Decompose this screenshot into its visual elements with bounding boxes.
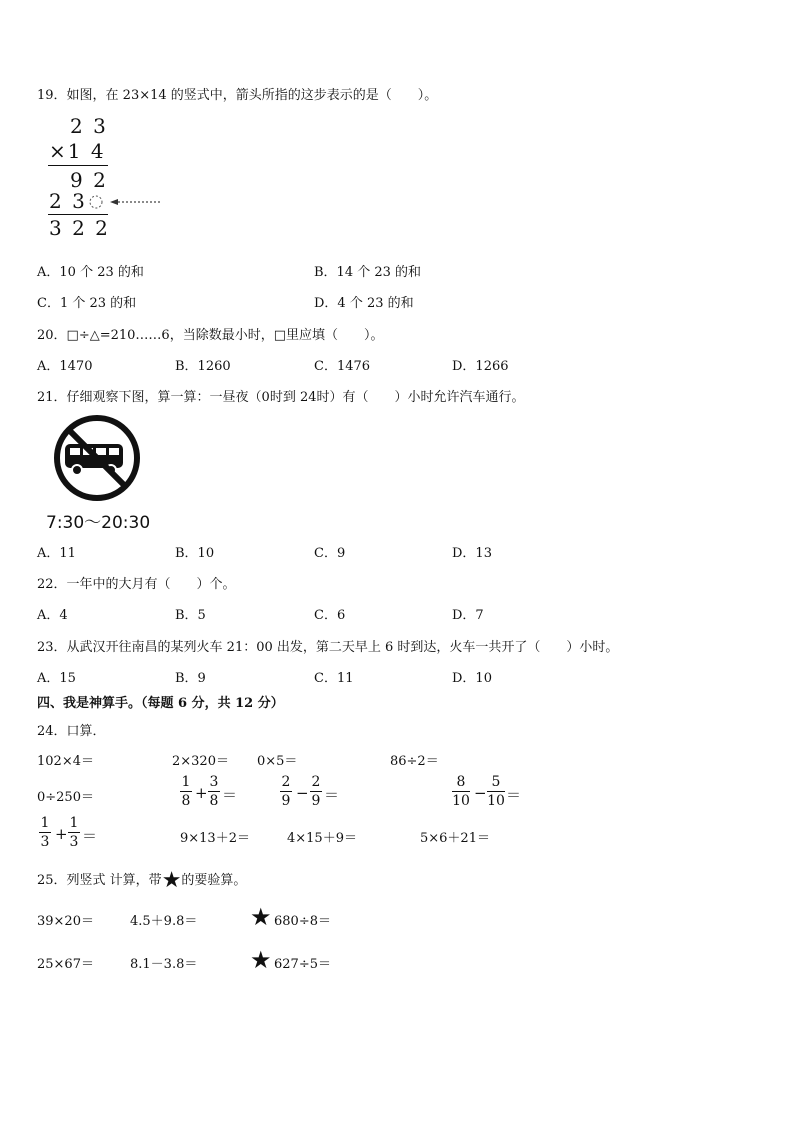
q22-option-a[interactable]: A．4	[37, 608, 68, 623]
equals-sign: ＝	[506, 786, 522, 804]
q24-item-4: 86÷2＝	[390, 754, 439, 769]
q22-option-c[interactable]: C．6	[314, 608, 346, 623]
q23-option-a[interactable]: A．15	[37, 671, 76, 686]
fraction: 1 3	[40, 815, 50, 850]
equals-sign: ＝	[324, 786, 340, 804]
q19-row5: 3 2 2	[49, 216, 110, 240]
q23-option-b[interactable]: B．9	[175, 671, 206, 686]
q19-line2	[48, 214, 108, 215]
equals-sign: ＝	[222, 786, 238, 804]
q19-row3: 9 2	[70, 168, 108, 192]
operator: +	[55, 825, 68, 843]
fraction: 5 10	[487, 774, 505, 809]
q21-option-a[interactable]: A．11	[37, 546, 76, 561]
operator: +	[195, 784, 208, 802]
q24-item-3: 0×5＝	[257, 754, 298, 769]
fraction: 8 10	[452, 774, 470, 809]
q19-row2: ×1 4	[49, 139, 106, 163]
q19-line1	[48, 165, 108, 166]
operator: −	[474, 784, 487, 802]
q20-option-b[interactable]: B．1260	[175, 359, 231, 374]
q23-text: 23．从武汉开往南昌的某列火车 21：00 出发，第二天早上 6 时到达，火车一共开了（ ）小时。	[37, 640, 619, 655]
q19-option-a[interactable]: A．10 个 23 的和	[37, 265, 144, 280]
star-icon: ★	[250, 946, 272, 974]
q24-item-8: 5×6＋21＝	[420, 831, 490, 846]
fraction: 2 9	[311, 774, 321, 809]
q21-text: 21．仔细观察下图，算一算：一昼夜（0时到 24时）有（ ）小时允许汽车通行。	[37, 390, 525, 405]
star-icon: ★	[250, 903, 272, 931]
q23-option-c[interactable]: C．11	[314, 671, 354, 686]
q19-text: 19．如图，在 23×14 的竖式中，箭头所指的这步表示的是（ ）。	[37, 88, 438, 103]
q25-item-6: 627÷5＝	[274, 957, 331, 972]
q20-option-a[interactable]: A．1470	[37, 359, 93, 374]
operator: −	[296, 784, 309, 802]
no-bus-sign-icon	[50, 414, 146, 504]
q25-item-2: 4.5＋9.8＝	[130, 914, 198, 929]
fraction: 2 9	[281, 774, 291, 809]
q22-option-d[interactable]: D．7	[452, 608, 484, 623]
section-title: 四、我是神算手。（每题 6 分，共 12 分）	[37, 696, 284, 711]
q20-text: 20．□÷△=210……6，当除数最小时，□里应填（ ）。	[37, 328, 384, 343]
q21-option-d[interactable]: D．13	[452, 546, 492, 561]
q24-text: 24．口算．	[37, 724, 106, 739]
q19-option-d[interactable]: D．4 个 23 的和	[314, 296, 414, 311]
q21-sign-caption: 7:30～20:30	[46, 513, 151, 533]
q25-item-1: 39×20＝	[37, 914, 94, 929]
q20-option-d[interactable]: D．1266	[452, 359, 509, 374]
q25-item-4: 25×67＝	[37, 957, 94, 972]
q25-text: 25．列竖式 计算，带★的要验算。	[37, 868, 247, 893]
q24-item-2: 2×320＝	[172, 754, 229, 769]
fraction: 1 3	[69, 815, 79, 850]
q21-option-c[interactable]: C．9	[314, 546, 346, 561]
q22-text: 22．一年中的大月有（ ）个。	[37, 577, 236, 592]
q25-item-3: 680÷8＝	[274, 914, 331, 929]
q19-row1: 2 3	[70, 114, 108, 138]
q19-row4: 2 3	[49, 189, 87, 213]
q20-option-c[interactable]: C．1476	[314, 359, 371, 374]
q25-item-5: 8.1－3.8＝	[130, 957, 198, 972]
equals-sign: ＝	[82, 827, 98, 845]
q24-item-6: 9×13＋2＝	[180, 831, 250, 846]
q19-arrow-icon	[88, 192, 164, 212]
q19-option-b[interactable]: B．14 个 23 的和	[314, 265, 422, 280]
fraction: 3 8	[209, 774, 219, 809]
q23-option-d[interactable]: D．10	[452, 671, 492, 686]
q22-option-b[interactable]: B．5	[175, 608, 206, 623]
q24-item-5: 0÷250＝	[37, 790, 94, 805]
q19-option-c[interactable]: C．1 个 23 的和	[37, 296, 137, 311]
fraction: 1 8	[181, 774, 191, 809]
q24-item-1: 102×4＝	[37, 754, 94, 769]
q24-item-7: 4×15＋9＝	[287, 831, 357, 846]
q21-option-b[interactable]: B．10	[175, 546, 215, 561]
star-icon: ★	[161, 868, 182, 893]
